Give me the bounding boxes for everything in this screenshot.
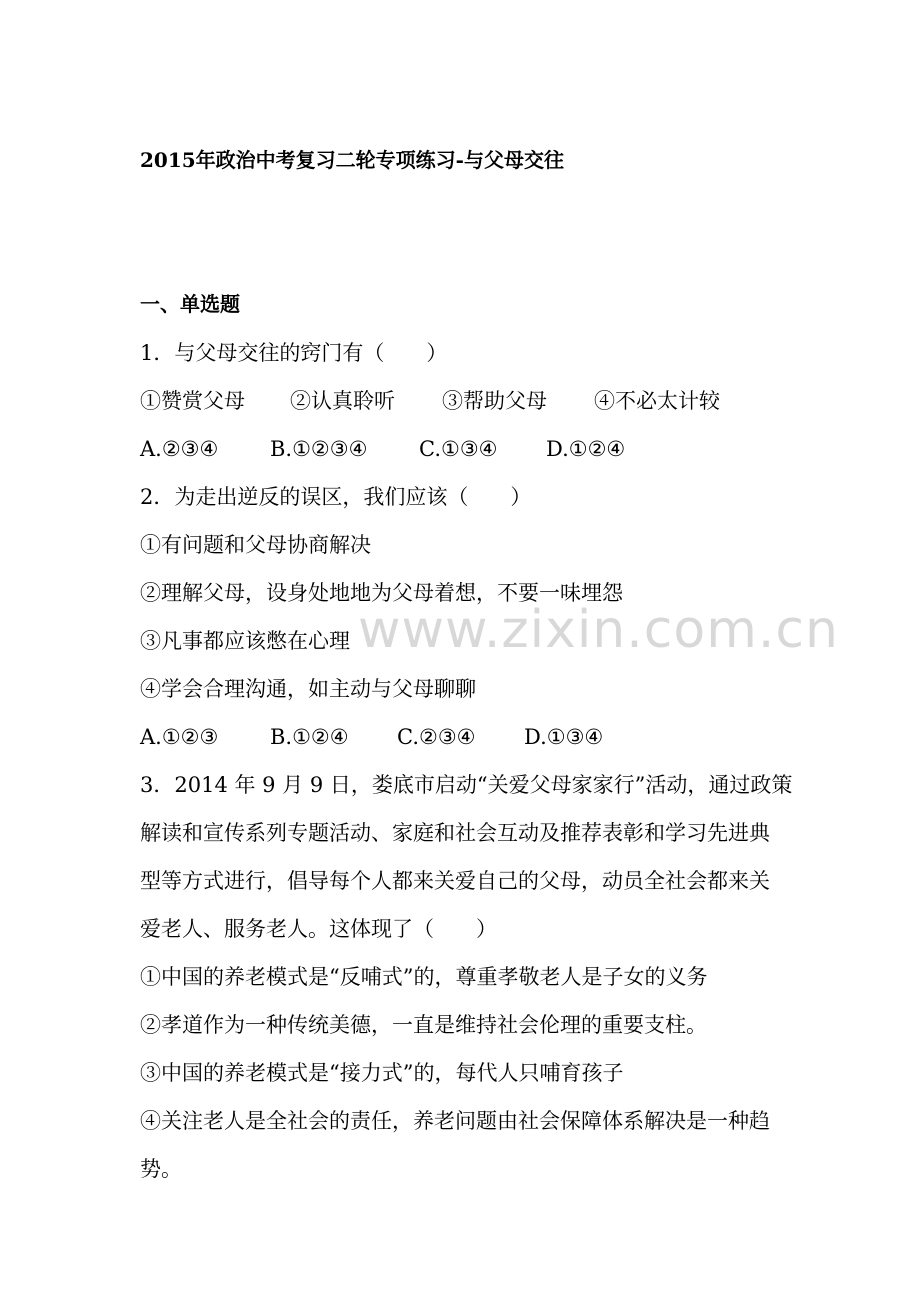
q1-choice-b: B.①②③④ [270, 437, 368, 461]
section-heading: 一、单选题 [140, 292, 240, 316]
q3-statement-4-cont: 势。 [140, 1157, 182, 1181]
question-3-stem-line-2: 解读和宣传系列专题活动、家庭和社会互动及推荐表彰和学习先进典 [140, 821, 770, 845]
question-1-stem: 1．与父母交往的窍门有（ ） [140, 341, 448, 365]
q2-statement-3: ③凡事都应该憋在心理 [140, 629, 350, 653]
q1-statement-2: ②认真聆听 [290, 389, 395, 413]
q3-statement-4: ④关注老人是全社会的责任，养老问题由社会保障体系解决是一种趋 [140, 1109, 770, 1133]
question-3-stem-line-3: 型等方式进行，倡导每个人都来关爱自己的父母，动员全社会都来关 [140, 869, 770, 893]
q3-statement-1: ①中国的养老模式是“反哺式”的，尊重孝敬老人是子女的义务 [140, 965, 708, 989]
q2-choice-c: C.②③④ [397, 725, 476, 749]
q2-statement-1: ①有问题和父母协商解决 [140, 533, 371, 557]
question-3-stem-line-4: 爱老人、服务老人。这体现了（ ） [140, 917, 497, 941]
q1-choice-a: A.②③④ [140, 437, 219, 461]
q2-choice-d: D.①③④ [524, 725, 604, 749]
question-3-stem-line-1: 3．2014 年 9 月 9 日，娄底市启动“关爱父母家家行”活动，通过政策 [140, 773, 793, 797]
watermark: www.zixin.com.cn [358, 600, 839, 660]
q3-statement-2: ②孝道作为一种传统美德，一直是维持社会伦理的重要支柱。 [140, 1013, 707, 1037]
q2-choice-b: B.①②④ [270, 725, 349, 749]
q1-statement-3: ③帮助父母 [442, 389, 547, 413]
q1-statement-1: ①赞赏父母 [140, 389, 245, 413]
page-title: 2015年政治中考复习二轮专项练习-与父母交往 [140, 148, 564, 172]
q1-choice-c: C.①③④ [419, 437, 498, 461]
q2-statement-2: ②理解父母，设身处地地为父母着想，不要一味埋怨 [140, 581, 623, 605]
q2-statement-4: ④学会合理沟通，如主动与父母聊聊 [140, 677, 476, 701]
q1-choice-d: D.①②④ [546, 437, 626, 461]
q3-statement-3: ③中国的养老模式是“接力式”的，每代人只哺育孩子 [140, 1061, 624, 1085]
q2-choice-a: A.①②③ [140, 725, 219, 749]
q1-statement-4: ④不必太计较 [594, 389, 720, 413]
question-2-stem: 2．为走出逆反的误区，我们应该（ ） [140, 485, 532, 509]
